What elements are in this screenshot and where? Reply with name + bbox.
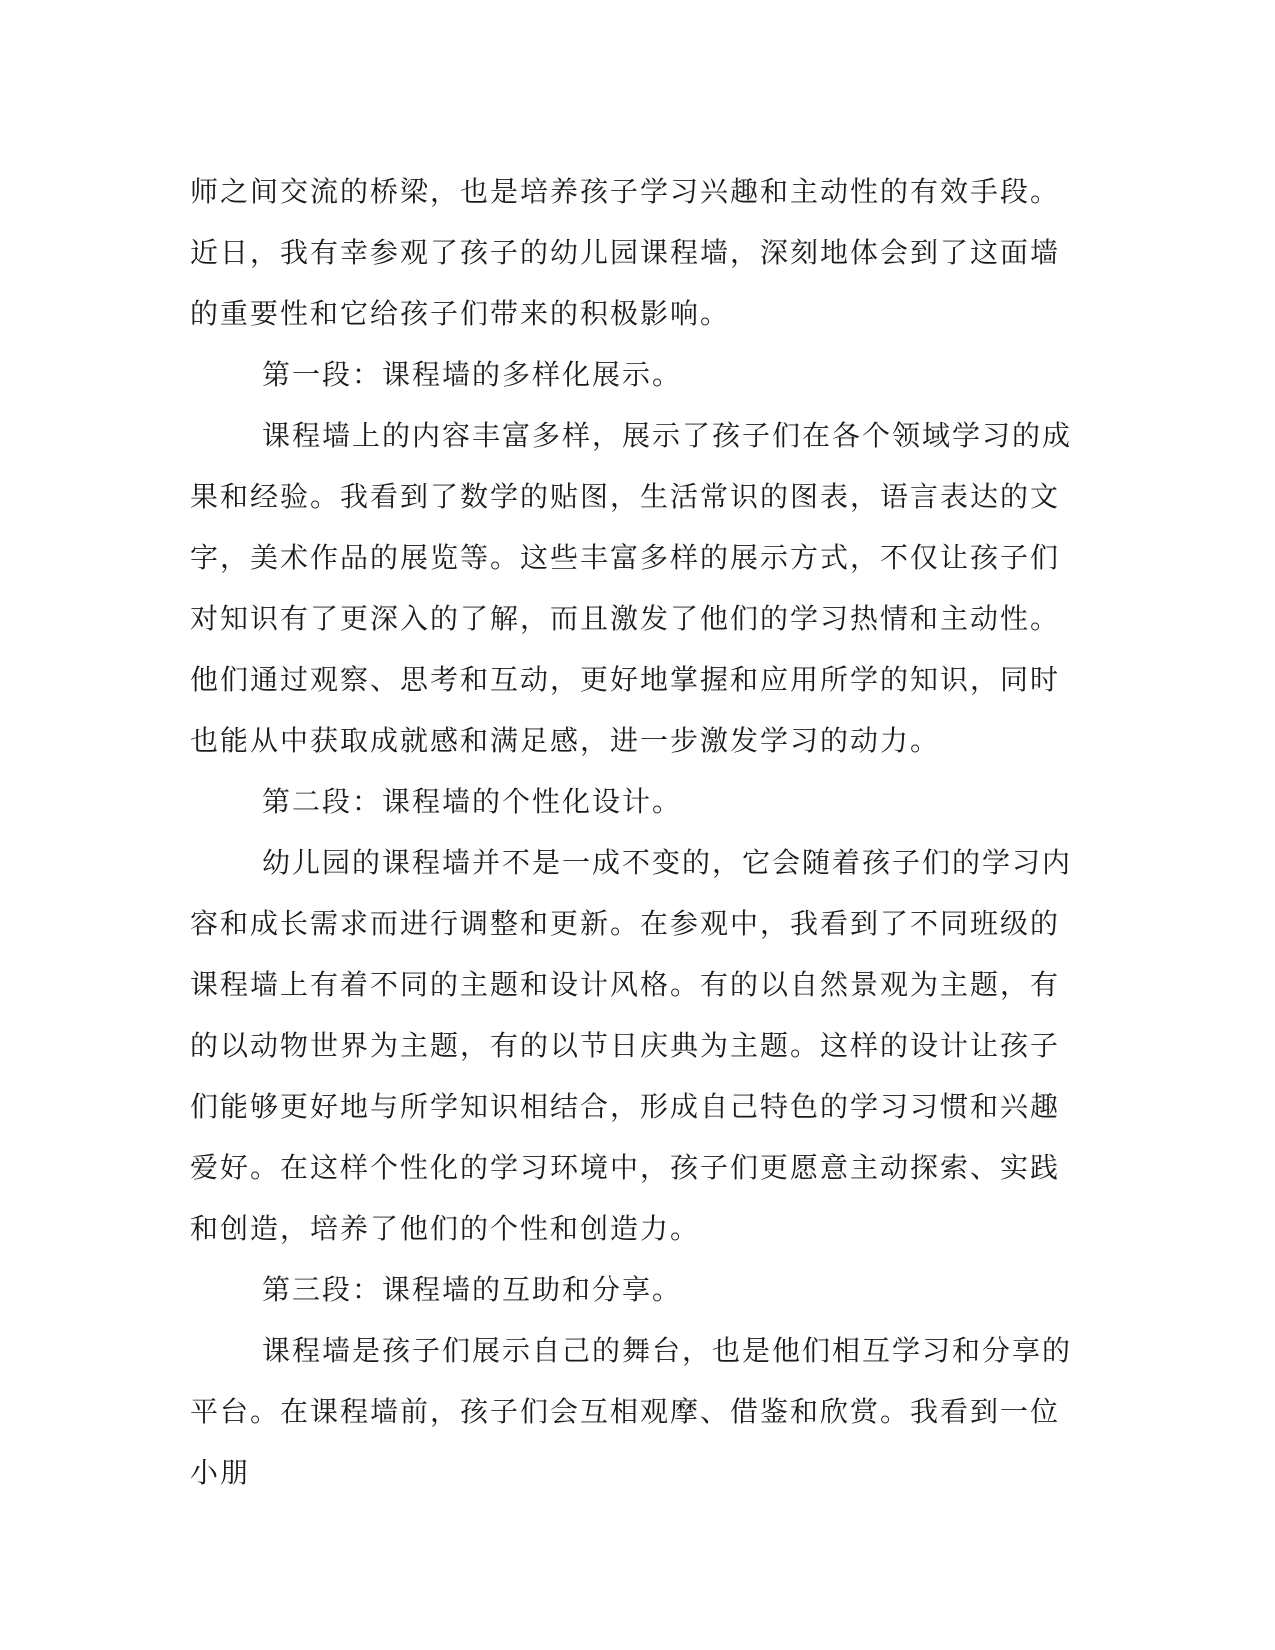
paragraph-section-3: 课程墙是孩子们展示自己的舞台，也是他们相互学习和分享的平台。在课程墙前，孩子们会互相观摩、借鉴和欣赏。我看到一位小朋 <box>190 1334 1073 1489</box>
section-heading-1: 第一段：课程墙的多样化展示。 <box>262 358 683 391</box>
section-heading-3: 第三段：课程墙的互助和分享。 <box>262 1273 683 1306</box>
document-body <box>190 161 1080 1503</box>
section-heading-2: 第二段：课程墙的个性化设计。 <box>262 785 683 818</box>
paragraph-section-2: 幼儿园的课程墙并不是一成不变的，它会随着孩子们的学习内容和成长需求而进行调整和更新。在参观中，我看到了不同班级的课程墙上有着不同的主题和设计风格。有的以自然景观为主题，有的以动物世界为主题，有的以节日庆典为主题。这样的设计让孩子们能够更好地与所学知识相结合，形成自己特色的学习习惯和兴趣爱好。在这样个性化的学习环境中，孩子们更愿意主动探索、实践和创造，培养了他们的个性和创造力。 <box>190 846 1073 1245</box>
paragraph-section-1: 课程墙上的内容丰富多样，展示了孩子们在各个领域学习的成果和经验。我看到了数学的贴图，生活常识的图表，语言表达的文字，美术作品的展览等。这些丰富多样的展示方式，不仅让孩子们对知识有了更深入的了解，而且激发了他们的学习热情和主动性。他们通过观察、思考和互动，更好地掌握和应用所学的知识，同时也能从中获取成就感和满足感，进一步激发学习的动力。 <box>190 419 1073 757</box>
paragraph-intro-continued: 师之间交流的桥梁，也是培养孩子学习兴趣和主动性的有效手段。近日，我有幸参观了孩子的幼儿园课程墙，深刻地体会到了这面墙的重要性和它给孩子们带来的积极影响。 <box>190 175 1061 330</box>
